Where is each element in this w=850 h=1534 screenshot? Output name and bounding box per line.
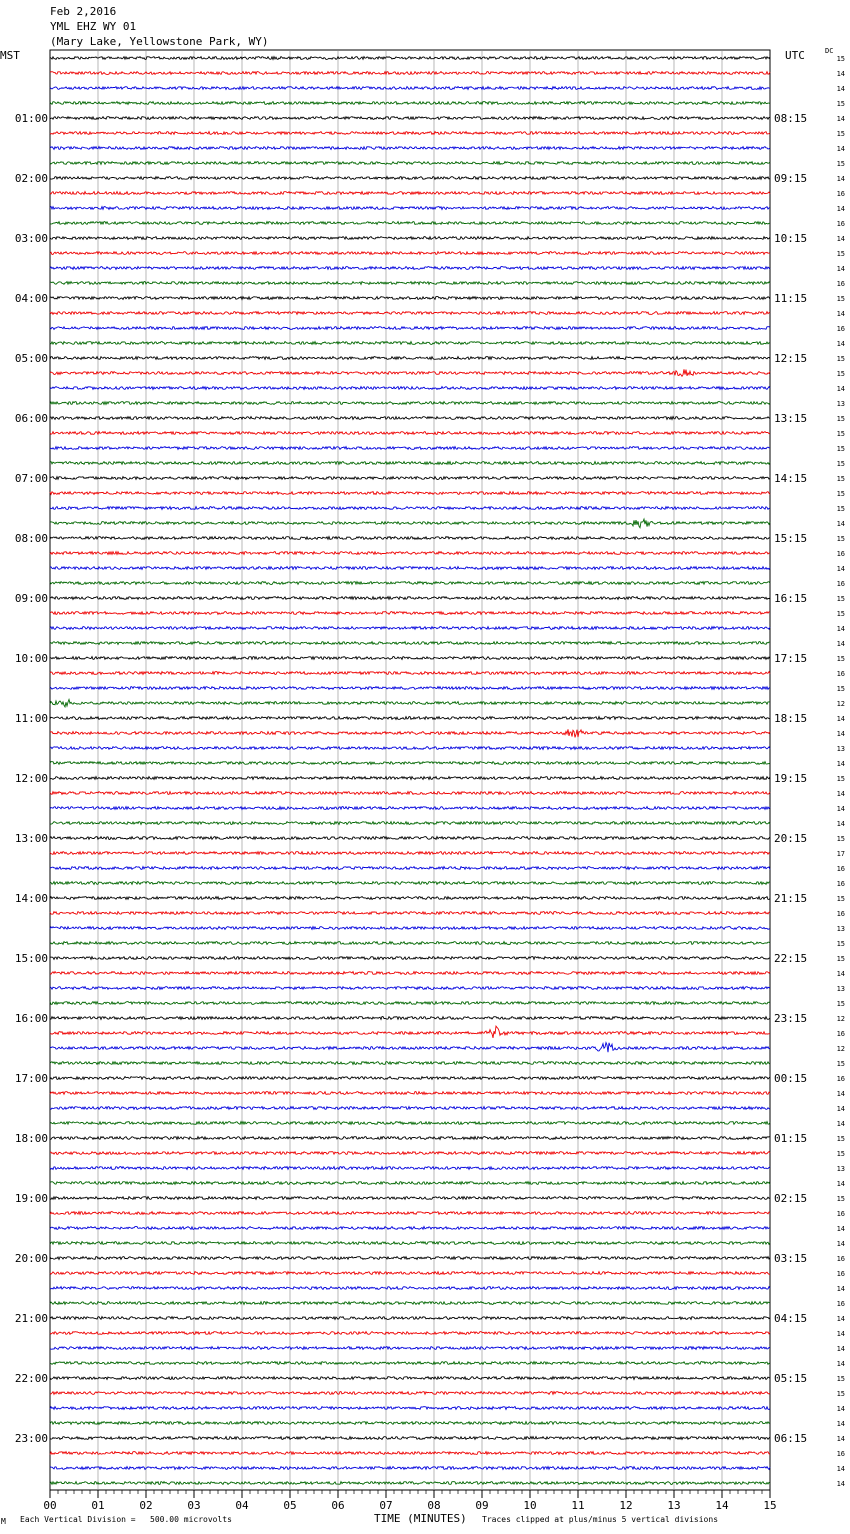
right-hour-label: 00:15 [774,1072,808,1085]
trace-row [50,1043,770,1053]
dc-offset-value: 15 [836,685,845,693]
dc-offset-value: 14 [836,1465,845,1473]
left-hour-label: 23:00 [14,1432,48,1445]
trace-row [50,519,770,528]
dc-offset-value: 16 [836,910,845,918]
dc-offset-value: 16 [836,325,845,333]
dc-offset-value: 15 [836,535,845,543]
dc-offset-value: 15 [836,955,845,963]
trace-row [50,1347,770,1350]
dc-offset-value: 14 [836,820,845,828]
dc-offset-value: 14 [836,970,845,978]
trace-row [50,387,770,390]
dc-offset-value: 15 [836,1390,845,1398]
trace-row [50,462,770,465]
dc-offset-value: 15 [836,1375,845,1383]
trace-row [50,567,770,570]
trace-row [50,1317,770,1320]
dc-offset-value: 12 [836,1045,845,1053]
dc-offset-value: 15 [836,415,845,423]
trace-row [50,627,770,630]
left-hour-label: 17:00 [14,1072,48,1085]
x-tick-label: 02 [139,1499,153,1512]
trace-row [50,1482,770,1485]
left-hour-label: 13:00 [14,832,48,845]
dc-offset-value: 15 [836,475,845,483]
dc-offset-value: 14 [836,1405,845,1413]
trace-row [50,1467,770,1470]
trace-row [50,252,770,255]
x-tick-label: 10 [523,1499,537,1512]
dc-offset-value: 16 [836,190,845,198]
dc-offset-value: 14 [836,175,845,183]
trace-row [50,1002,770,1005]
left-hour-label: 03:00 [14,232,48,245]
dc-offset-value: 16 [836,1255,845,1263]
dc-offset-value: 13 [836,925,845,933]
trace-row [50,117,770,120]
trace-row [50,1287,770,1290]
right-hour-label: 13:15 [774,412,808,425]
trace-row [50,972,770,975]
dc-offset-value: 12 [836,1015,845,1023]
right-hour-label: 23:15 [774,1012,808,1025]
dc-offset-value: 16 [836,1210,845,1218]
right-hour-label: 16:15 [774,592,808,605]
trace-row [50,822,770,825]
trace-row [50,837,770,840]
trace-row [50,267,770,270]
dc-offset-value: 15 [836,775,845,783]
trace-row [50,1437,770,1440]
trace-row [50,447,770,450]
dc-offset-value: 14 [836,1480,845,1488]
trace-row [50,1362,770,1365]
trace-row [50,597,770,600]
dc-offset-value: 12 [836,700,845,708]
dc-offset-value: 16 [836,1075,845,1083]
dc-offset-value: 16 [836,670,845,678]
x-tick-label: 00 [43,1499,57,1512]
dc-offset-value: 14 [836,310,845,318]
trace-row [50,57,770,60]
left-hour-label: 12:00 [14,772,48,785]
right-hour-label: 02:15 [774,1192,808,1205]
trace-row [50,807,770,810]
trace-row [50,657,770,660]
dc-offset-value: 15 [836,250,845,258]
right-hour-label: 06:15 [774,1432,808,1445]
right-hour-label: 15:15 [774,532,808,545]
dc-offset-value: 15 [836,655,845,663]
left-hour-label: 09:00 [14,592,48,605]
dc-offset-value: 15 [836,895,845,903]
chart-date: Feb 2,2016 [50,5,117,18]
trace-row [50,312,770,315]
trace-row [50,1272,770,1275]
trace-row [50,1107,770,1110]
dc-offset-value: 14 [836,1315,845,1323]
dc-offset-value: 16 [836,880,845,888]
trace-row [50,282,770,285]
dc-offset-value: 13 [836,1165,845,1173]
dc-offset-value: 16 [836,580,845,588]
dc-offset-value: 16 [836,220,845,228]
dc-offset-value: 15 [836,355,845,363]
trace-row [50,147,770,150]
dc-offset-value: 14 [836,385,845,393]
dc-offset-value: 13 [836,745,845,753]
right-hour-label: 03:15 [774,1252,808,1265]
x-tick-label: 08 [427,1499,441,1512]
trace-row [50,132,770,135]
left-hour-label: 07:00 [14,472,48,485]
dc-offset-value: 14 [836,265,845,273]
left-timezone-label: MST [0,49,20,62]
trace-row [50,927,770,930]
trace-row [50,357,770,360]
left-hour-label: 11:00 [14,712,48,725]
trace-row [50,1377,770,1380]
dc-offset-value: 14 [836,520,845,528]
left-hour-label: 10:00 [14,652,48,665]
dc-offset-value: 16 [836,1300,845,1308]
dc-offset-value: 15 [836,1135,845,1143]
left-hour-label: 08:00 [14,532,48,545]
dc-offset-value: 16 [836,550,845,558]
right-hour-label: 19:15 [774,772,808,785]
trace-row [50,402,770,405]
dc-offset-value: 14 [836,1330,845,1338]
trace-row [50,852,770,855]
right-hour-label: 22:15 [774,952,808,965]
trace-row [50,957,770,960]
trace-row [50,1407,770,1410]
trace-row [50,1392,770,1395]
right-hour-label: 14:15 [774,472,808,485]
x-axis-title: TIME (MINUTES) [374,1512,467,1525]
corner-mark: M [1,1517,6,1526]
x-tick-label: 04 [235,1499,249,1512]
dc-offset-value: 15 [836,430,845,438]
station-code: YML EHZ WY 01 [50,20,137,33]
left-hour-label: 06:00 [14,412,48,425]
trace-row [50,552,770,555]
clip-note: Traces clipped at plus/minus 5 vertical divisions [482,1515,719,1524]
trace-row [50,612,770,615]
left-hour-label: 05:00 [14,352,48,365]
dc-offset-value: 16 [836,865,845,873]
dc-offset-value: 14 [836,70,845,78]
dc-offset-value: 14 [836,235,845,243]
x-tick-label: 01 [91,1499,105,1512]
trace-row [50,672,770,675]
x-tick-label: 13 [667,1499,681,1512]
dc-offset-value: 14 [836,1090,845,1098]
dc-offset-value: 14 [836,760,845,768]
dc-offset-value: 15 [836,595,845,603]
trace-row [50,507,770,510]
trace-row [50,1017,770,1020]
trace-row [50,687,770,690]
trace-row [50,1077,770,1080]
dc-offset-value: 15 [836,55,845,63]
trace-row [50,1167,770,1170]
trace-row [50,192,770,195]
trace-row [50,1122,770,1125]
x-tick-label: 15 [763,1499,777,1512]
x-tick-label: 05 [283,1499,297,1512]
x-tick-label: 14 [715,1499,729,1512]
trace-row [50,87,770,90]
trace-row [50,102,770,105]
dc-offset-value: 15 [836,1060,845,1068]
dc-offset-value: 15 [836,1195,845,1203]
trace-row [50,582,770,585]
dc-offset-value: 14 [836,730,845,738]
x-tick-label: 11 [571,1499,585,1512]
trace-row [50,717,770,720]
right-hour-label: 05:15 [774,1372,808,1385]
right-hour-label: 11:15 [774,292,808,305]
x-tick-label: 07 [379,1499,393,1512]
dc-offset-value: 16 [836,1450,845,1458]
trace-row [50,777,770,780]
left-hour-label: 04:00 [14,292,48,305]
trace-row [50,1302,770,1305]
trace-row [50,1182,770,1185]
trace-row [50,1137,770,1140]
left-hour-label: 19:00 [14,1192,48,1205]
dc-offset-value: 16 [836,1030,845,1038]
trace-row [50,207,770,210]
trace-row [50,342,770,345]
left-hour-label: 22:00 [14,1372,48,1385]
dc-offset-value: 15 [836,505,845,513]
dc-offset-value: 15 [836,610,845,618]
trace-row [50,987,770,990]
trace-row [50,162,770,165]
dc-offset-value: 15 [836,295,845,303]
trace-row [50,1212,770,1215]
trace-row [50,537,770,540]
trace-row [50,297,770,300]
dc-offset-value: 14 [836,1420,845,1428]
dc-offset-value: 14 [836,115,845,123]
left-hour-label: 21:00 [14,1312,48,1325]
trace-row [50,897,770,900]
trace-row [50,177,770,180]
trace-row [50,1242,770,1245]
right-hour-label: 20:15 [774,832,808,845]
dc-offset-value: 15 [836,490,845,498]
trace-row [50,1332,770,1335]
x-tick-label: 09 [475,1499,489,1512]
dc-offset-value: 14 [836,625,845,633]
trace-row [50,222,770,225]
dc-offset-value: 16 [836,280,845,288]
dc-offset-value: 15 [836,460,845,468]
x-tick-label: 06 [331,1499,345,1512]
dc-offset-value: 14 [836,790,845,798]
trace-row [50,1152,770,1155]
dc-offset-value: 15 [836,130,845,138]
dc-offset-value: 14 [836,1285,845,1293]
x-tick-label: 12 [619,1499,633,1512]
dc-offset-value: 15 [836,445,845,453]
right-hour-label: 08:15 [774,112,808,125]
trace-row [50,942,770,945]
dc-offset-value: 14 [836,715,845,723]
dc-offset-value: 16 [836,1270,845,1278]
trace-row [50,882,770,885]
right-hour-label: 21:15 [774,892,808,905]
dc-offset-value: 14 [836,565,845,573]
dc-offset-value: 14 [836,1345,845,1353]
dc-offset-value: 15 [836,1000,845,1008]
trace-row [50,747,770,750]
left-hour-label: 16:00 [14,1012,48,1025]
trace-row [50,1092,770,1095]
left-hour-label: 20:00 [14,1252,48,1265]
dc-offset-value: 14 [836,1180,845,1188]
trace-row [50,477,770,480]
trace-row [50,729,770,737]
right-hour-label: 18:15 [774,712,808,725]
trace-row [50,1227,770,1230]
scale-note: Each Vertical Division = 500.00 microvolts [20,1515,232,1524]
trace-row [50,237,770,240]
right-hour-label: 04:15 [774,1312,808,1325]
trace-row [50,1026,770,1038]
trace-row [50,417,770,420]
dc-offset-value: 14 [836,805,845,813]
dc-offset-value: 14 [836,1120,845,1128]
dc-offset-value: 15 [836,835,845,843]
trace-row [50,642,770,645]
right-hour-label: 12:15 [774,352,808,365]
dc-offset-value: 15 [836,370,845,378]
dc-offset-value: 15 [836,100,845,108]
dc-offset-value: 14 [836,145,845,153]
trace-row [50,1452,770,1455]
dc-offset-header: DC [825,47,834,55]
left-hour-label: 14:00 [14,892,48,905]
dc-offset-value: 14 [836,1360,845,1368]
dc-offset-value: 15 [836,940,845,948]
left-hour-label: 02:00 [14,172,48,185]
dc-offset-value: 14 [836,1435,845,1443]
dc-offset-value: 15 [836,1150,845,1158]
left-hour-label: 15:00 [14,952,48,965]
right-hour-label: 10:15 [774,232,808,245]
trace-row [50,792,770,795]
trace-row [50,1422,770,1425]
station-location: (Mary Lake, Yellowstone Park, WY) [50,35,269,48]
dc-offset-value: 14 [836,640,845,648]
trace-row [50,327,770,330]
trace-row [50,369,770,376]
dc-offset-value: 14 [836,1225,845,1233]
dc-offset-value: 14 [836,85,845,93]
trace-row [50,1197,770,1200]
trace-row [50,1257,770,1260]
right-hour-label: 01:15 [774,1132,808,1145]
right-hour-label: 09:15 [774,172,808,185]
dc-offset-value: 14 [836,340,845,348]
trace-row [50,912,770,915]
dc-offset-value: 13 [836,400,845,408]
dc-offset-value: 14 [836,1105,845,1113]
dc-offset-value: 15 [836,160,845,168]
x-tick-label: 03 [187,1499,201,1512]
trace-row [50,1062,770,1065]
left-hour-label: 01:00 [14,112,48,125]
dc-offset-value: 14 [836,205,845,213]
right-hour-label: 17:15 [774,652,808,665]
dc-offset-value: 14 [836,1240,845,1248]
trace-row [50,762,770,765]
trace-row [50,432,770,435]
trace-row [50,492,770,495]
dc-offset-value: 17 [836,850,845,858]
trace-row [50,700,770,707]
left-hour-label: 18:00 [14,1132,48,1145]
dc-offset-value: 13 [836,985,845,993]
trace-row [50,72,770,75]
trace-row [50,867,770,870]
right-timezone-label: UTC [785,49,805,62]
